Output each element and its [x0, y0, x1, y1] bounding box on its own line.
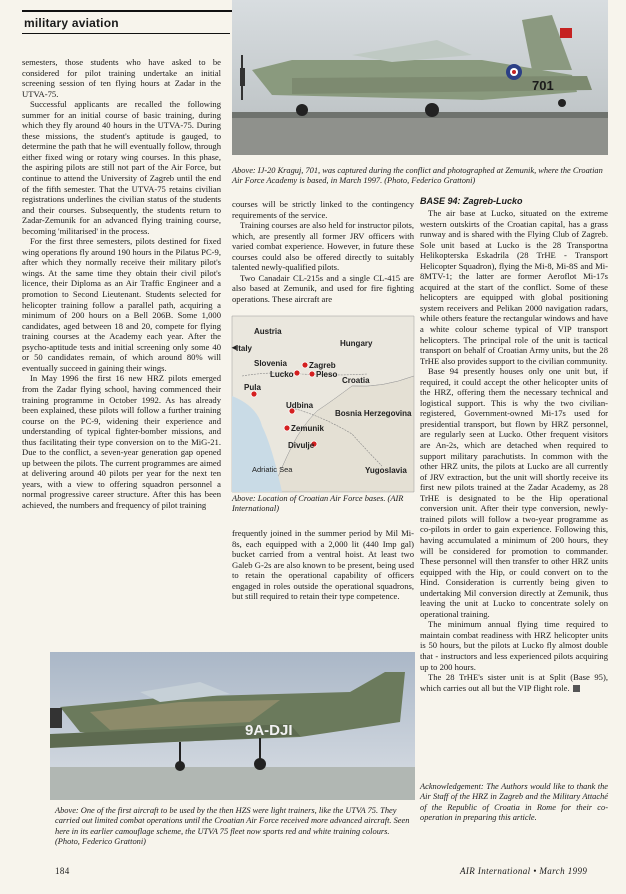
end-of-article-mark [573, 685, 580, 692]
paragraph: Training courses are also held for instructor pilots, which, are presently all former JRV officers with varied combat experience. However, in future these courses could also be offered directly to suitably talented newly-qualified pilots. [232, 220, 414, 273]
section-header: military aviation [24, 16, 119, 30]
paragraph: Base 94 presently houses only one unit but, if required, it could accept the other helicopter units of the HRZ, offering them the necessary technical and logistical support. This is why the two civilian-registered, Government-owned Mi-17s used for presidential transport, but flown by HRZ personnel, are regularly seen at Lucko. Other frequent visitors are An-2s, which are detached when required to support military parachutists. In common with the other HRZ units, the pilots at Lucko are all currently of JRV extraction, but the unit will shortly receive its first new pilots trained at the Zadar Academy, as 28 TrHE is designated to be the Hip operational conversion unit. After their type conversion, newly-trained pilots will follow a two-year programme as co-pilots in order to gain experience. Following this, having accumulated a minimum of 200 hours, they will be considered for promotion to commander. These personnel will then transfer to other HRZ units equipped with the Hip, or could convert on to the Hind. Consideration is currently being given to undertaking Mil conversion directly at Zemunik, thus leaving the unit at Lucko to concentrate solely on operational training. [420, 366, 608, 619]
paragraph: Successful applicants are recalled the following summer for an initial course of basic training, during which they fly around 40 hours in the UTVA-75. During these missions, the student's aptitude is gauged, to determine the path that he will eventually follow, through either fixed wing or rotary wing courses. In this phase, the aspiring pilots are still not part of the Air Force, but continue to attend the University of Zagreb until the end of the fifth semester. That the UTVA-75 retains civilian registrations underlines the civilian status of the students and their courses. Subsequently, the students return to Zadar-Zemunik for an advanced flying training course, becoming 'militarised' in the process. [22, 99, 221, 236]
header-underline [22, 33, 230, 34]
bottom-photo-caption: Above: One of the first aircraft to be used by the then HZS were light trainers, like the UTVA 75. They carried out limited combat operations until the Croatian Air Force received more advanced aircraft. Seen here in its earlier camouflage scheme, the UTVA 75 fleet now sports red and white training colours. (Photo, Federico Grattoni) [55, 806, 410, 847]
paragraph: The air base at Lucko, situated on the extreme western outskirts of the Croatian capital, has a grass runway and is shared with the Flying Club of Zagreb. Sole unit based at Lucko is the 28 Transportna Helikopterska Eskadrila (28 TrHE - Transport Helicopter Squadron), flying the Mi-8, Mi-8S and Mi-8MTV-1; the latter are former Aeroflot Mi-17s acquired at the start of the conflict. Some of these helicopters are equipped with global positioning system receivers and Pelikan 2000 navigation radars, while others feature the rectangular windows and have a white colour scheme typical of VIP transport helicopters. The principal role of the unit is tactical transport on behalf of Croatian Army units, but the 28 TrHE also provides support to the civilian community. [420, 208, 608, 366]
map-label-base: Zagreb [309, 361, 336, 370]
map-label-base: Lucko [270, 370, 294, 379]
map-label-country: Austria [254, 327, 282, 336]
text-column-2-top [232, 199, 414, 304]
top-aircraft-photo [232, 0, 608, 155]
map-label-base: Divulje [288, 441, 315, 450]
text-column-3 [420, 208, 608, 693]
map-label-base: Pleso [316, 370, 338, 379]
paragraph: The minimum annual flying time required to maintain combat readiness with HRZ helicopter units is 50 hours, but the pilots at Lucko fly almost double that - instructors and less experienced pilots acquiring up to 200 hours. [420, 619, 608, 672]
page-number: 184 [55, 866, 70, 876]
map-label-sea: Adriatic Sea [252, 465, 293, 474]
map-label-country: Croatia [342, 376, 370, 385]
paragraph: semesters, those students who have asked to be considered for pilot training undertake an initial screening session of ten flying hours at Zadar in the UTVA-75. [22, 57, 221, 99]
map-label-country: Italy [236, 344, 253, 353]
map-label-country: Yugoslavia [365, 466, 407, 475]
arrow-icon: ◄ [230, 343, 238, 352]
map-label-country: Hungary [340, 339, 373, 348]
paragraph: courses will be strictly linked to the contingency requirements of the service. [232, 199, 414, 220]
text-column-2-bottom [232, 528, 414, 602]
map-label-country: Bosnia Herzegovina [335, 409, 412, 418]
paragraph: In May 1996 the first 16 new HRZ pilots emerged from the Zadar flying school, having commenced their training programme in October 1992. As has already been explained, these pilots will follow a further training course on the PC-9, widening their experience and understanding of typical fighter-bomber missions, and thus facilitating their type conversion on to the MiG-21. Due to the conflict, a seven-year generation gap opened up between the pilots. The current programmes are aimed at delivering around 40 pilots per year for the next ten years, with a view to offering squadron personnel a normal progressive career structure. After this has been achieved, the numbers and frequency of pilot training [22, 373, 221, 510]
map-label-base: Zemunik [291, 424, 324, 433]
croatia-map [232, 316, 414, 492]
aircraft-registration: 9A-DJI [245, 722, 293, 739]
text-column-1 [22, 57, 221, 511]
magazine-footer: AIR International • March 1999 [460, 866, 588, 876]
map-label-base: Pula [244, 383, 261, 392]
aircraft-code-701: 701 [532, 78, 554, 93]
acknowledgement: Acknowledgement: The Authors would like to thank the Air Staff of the HRZ in Zagreb and the Military Attaché of the Republic of Croatia in Rome for their co-operation in preparing this article. [420, 782, 608, 823]
bottom-aircraft-photo [50, 652, 415, 800]
paragraph: Two Canadair CL-215s and a single CL-415 are also based at Zemunik, and used for fire fighting operations. These aircraft are [232, 272, 414, 304]
base-94-heading: BASE 94: Zagreb-Lucko [420, 196, 523, 206]
paragraph: The 28 TrHE's sister unit is at Split (Base 95), which carries out all but the VIP flight role. [420, 672, 608, 693]
paragraph: frequently joined in the summer period by Mil Mi-8s, each equipped with a 2,000 lit (440 Imp gal) bucket carried from a ventral hoist. At least two Galeb G-2s are also known to be present, being used to retain the operational capability of officers engaged in roles outside the operational squadrons, but still required to retain their type competence. [232, 528, 414, 602]
map-caption: Above: Location of Croatian Air Force bases. (AIR International) [232, 494, 404, 514]
paragraph: For the first three semesters, pilots destined for fixed wing operations fly around 190 hours in the Pilatus PC-9, after which they normally receive their military pilot's wings. At the same time they obtain their civil pilot's licence, their Diploma as an Air Traffic Engineer and a promotion to Second Lieutenant. Students selected for helicopter training follow a parallel path, acquiring a minimum of 200 hours on a Bell 206B. Some 1,000 candidates, aged between 18 and 20, compete for flying training courses at the Academy each year. After the psycho-aptitude tests and initial screening only some 40 or 50 candidates remain, of which around 80% will eventually succeed in gaining their wings. [22, 236, 221, 373]
map-label-country: Slovenia [254, 359, 287, 368]
top-photo-caption: Above: IJ-20 Kraguj, 701, was captured during the conflict and photographed at Zemunik, where the Croatian Air Force Academy is based, in March 1997. (Photo, Federico Grattoni) [232, 166, 603, 186]
map-label-base: Udbina [286, 401, 314, 410]
